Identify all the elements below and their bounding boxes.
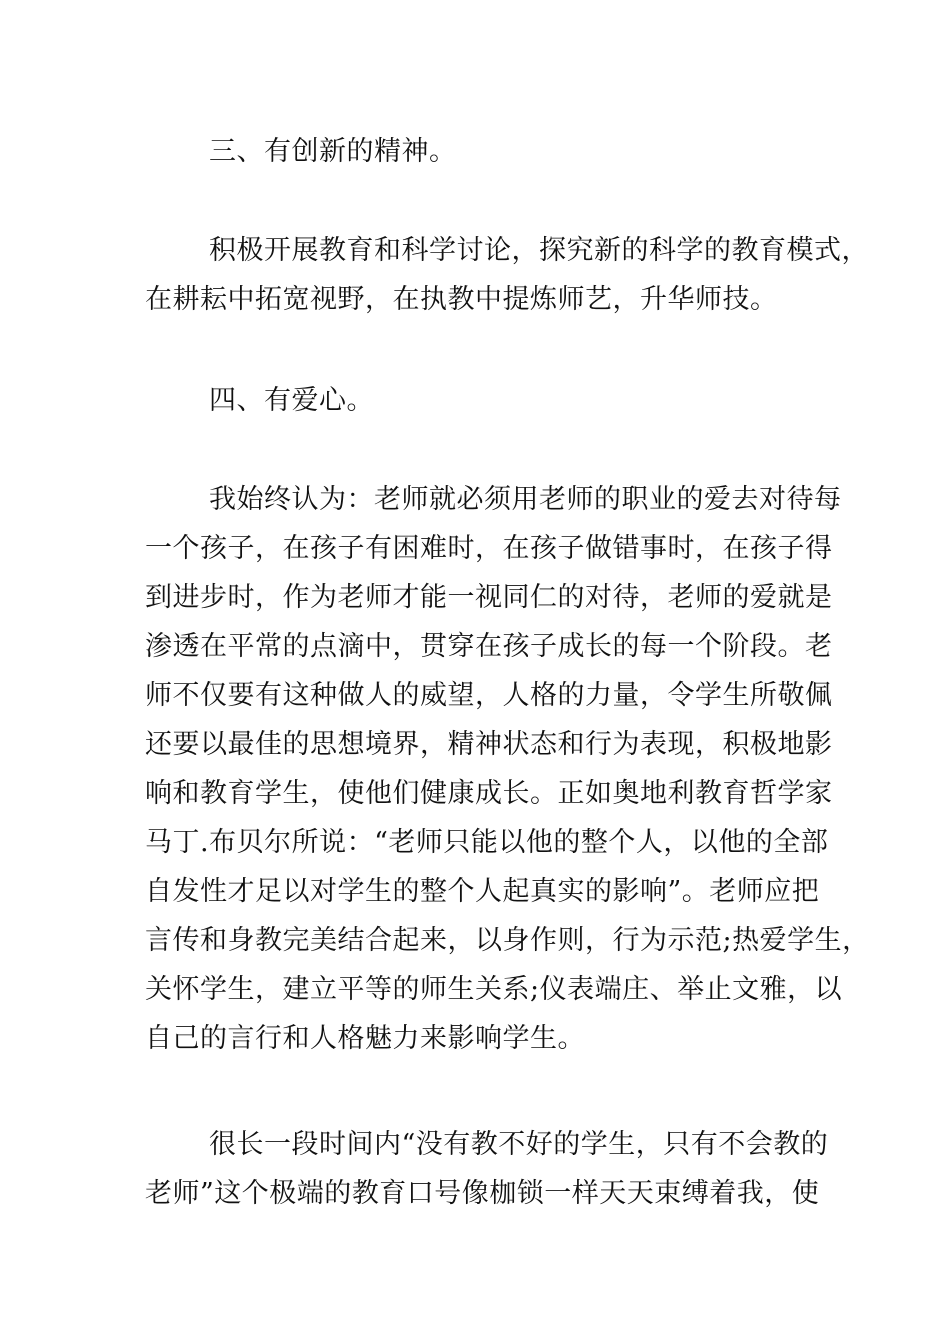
heading-line: 四、有爱心。 [209,385,374,416]
paragraph-line: 自发性才足以对学生的整个人起真实的影响”。老师应把 [145,876,820,907]
paragraph-line: 一个孩子，在孩子有困难时，在孩子做错事时，在孩子得 [145,533,833,564]
paragraph-line: 马丁.布贝尔所说：“老师只能以他的整个人，以他的全部 [145,827,829,858]
paragraph-line: 老师”这个极端的教育口号像枷锁一样天天束缚着我，使 [145,1178,820,1209]
paragraph-line: 积极开展教育和科学讨论，探究新的科学的教育模式， [209,235,869,266]
heading-line: 三、有创新的精神。 [209,136,457,167]
paragraph-slogan [145,1120,829,1218]
paragraph-line: 言传和身教完美结合起来，以身作则，行为示范;热爱学生， [145,925,870,956]
paragraph-line: 到进步时，作为老师才能一视同仁的对待，老师的爱就是 [145,582,833,613]
paragraph-love [145,475,870,1063]
paragraph-line: 我始终认为：老师就必须用老师的职业的爱去对待每 [209,484,842,515]
paragraph-line: 关怀学生，建立平等的师生关系;仪表端庄、举止文雅，以 [145,974,843,1005]
paragraph-line: 很长一段时间内“没有教不好的学生，只有不会教的 [209,1129,829,1160]
paragraph-line: 自己的言行和人格魅力来影响学生。 [145,1023,585,1054]
paragraph-line: 在耕耘中拓宽视野，在执教中提炼师艺，升华师技。 [145,284,778,315]
paragraph-innovation [145,226,869,324]
paragraph-line: 渗透在平常的点滴中，贯穿在孩子成长的每一个阶段。老 [145,631,833,662]
paragraph-line: 响和教育学生，使他们健康成长。正如奥地利教育哲学家 [145,778,833,809]
section-heading-love [145,376,825,425]
paragraph-line: 还要以最佳的思想境界，精神状态和行为表现，积极地影 [145,729,833,760]
section-heading-innovation [145,127,825,176]
paragraph-line: 师不仅要有这种做人的威望，人格的力量，令学生所敬佩 [145,680,833,711]
